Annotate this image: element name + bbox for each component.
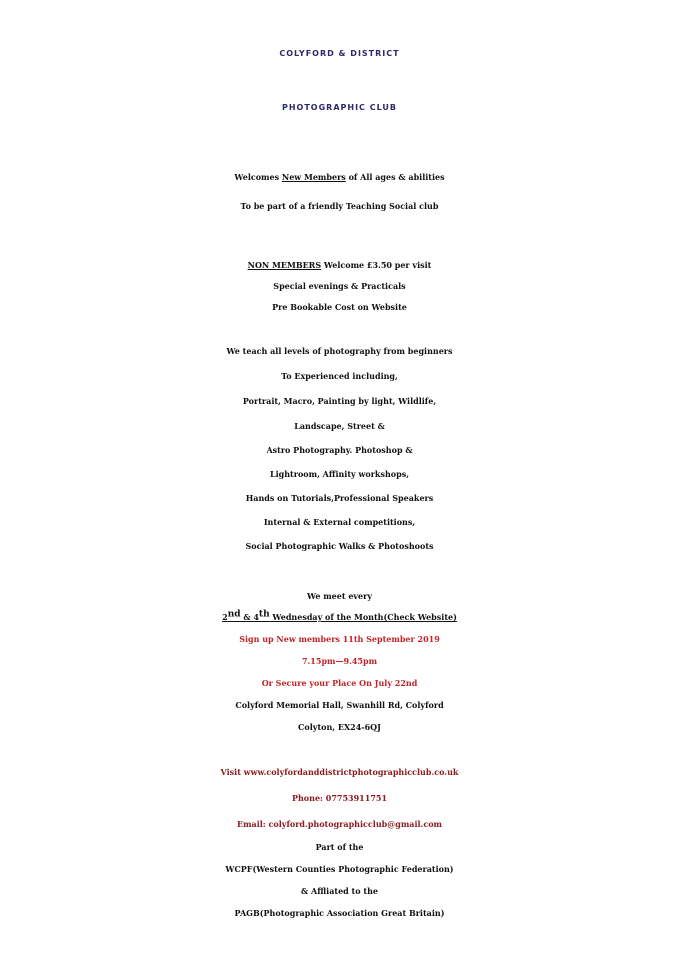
non-members-label: NON MEMBERS — [247, 260, 322, 270]
teaching-line-3: Portrait, Macro, Painting by light, Wildlife, — [242, 396, 437, 406]
teaching-line-1: We teach all levels of photography from beginners — [226, 346, 453, 356]
welcome-new-members: New Members — [281, 172, 346, 182]
secure-place: Or Secure your Place On July 22nd — [261, 678, 418, 688]
meet-every: We meet every — [306, 591, 373, 601]
welcome-post: of All ages & abilities — [345, 172, 445, 182]
website: Visit www.colyfordanddistrictphotographicclub.co.uk — [220, 767, 459, 777]
non-members-line — [0, 261, 679, 270]
pagb: PAGB(Photographic Association Great Britain) — [234, 908, 445, 918]
tagline: To be part of a friendly Teaching Social club — [240, 201, 439, 211]
schedule-line — [0, 609, 679, 622]
teaching-line-8: Internal & External competitions, — [263, 517, 416, 527]
teaching-line-9: Social Photographic Walks & Photoshoots — [245, 541, 434, 551]
schedule-n1: 2 — [222, 612, 228, 622]
schedule-n2: 4 — [253, 612, 259, 622]
teaching-line-7: Hands on Tutorials,Professional Speakers — [245, 493, 434, 503]
phone: Phone: 07753911751 — [291, 793, 388, 803]
teaching-line-6: Lightroom, Affinity workshops, — [269, 469, 409, 479]
meeting-time: 7.15pm—9.45pm — [301, 656, 378, 666]
teaching-line-4: Landscape, Street & — [294, 421, 385, 431]
title-line-2: PHOTOGRAPHIC CLUB — [281, 103, 397, 112]
signup-date: Sign up New members 11th September 2019 — [239, 634, 440, 644]
schedule-sup2: th — [258, 609, 270, 620]
welcome-pre: Welcomes — [234, 172, 282, 182]
email: Email: colyford.photographicclub@gmail.com — [236, 819, 442, 829]
title-line-1: COLYFORD & DISTRICT — [279, 49, 400, 58]
pre-bookable: Pre Bookable Cost on Website — [272, 302, 407, 312]
schedule-rest: Wednesday of the Month(Check Website) — [269, 612, 457, 622]
non-members-price: Welcome £3.50 per visit — [321, 260, 432, 270]
schedule-amp: & — [240, 612, 254, 622]
schedule-sup1: nd — [227, 609, 241, 620]
teaching-line-5: Astro Photography. Photoshop & — [266, 445, 413, 455]
wcpf: WCPF(Western Counties Photographic Federation) — [225, 864, 454, 874]
postcode: Colyton, EX24-6QJ — [298, 722, 381, 732]
venue: Colyford Memorial Hall, Swanhill Rd, Colyford — [235, 700, 444, 710]
affiliated: & Affliated to the — [301, 886, 378, 896]
teaching-line-2: To Experienced including, — [281, 371, 398, 381]
welcome-line — [0, 173, 679, 182]
part-of: Part of the — [315, 842, 364, 852]
special-evenings: Special evenings & Practicals — [273, 281, 406, 291]
